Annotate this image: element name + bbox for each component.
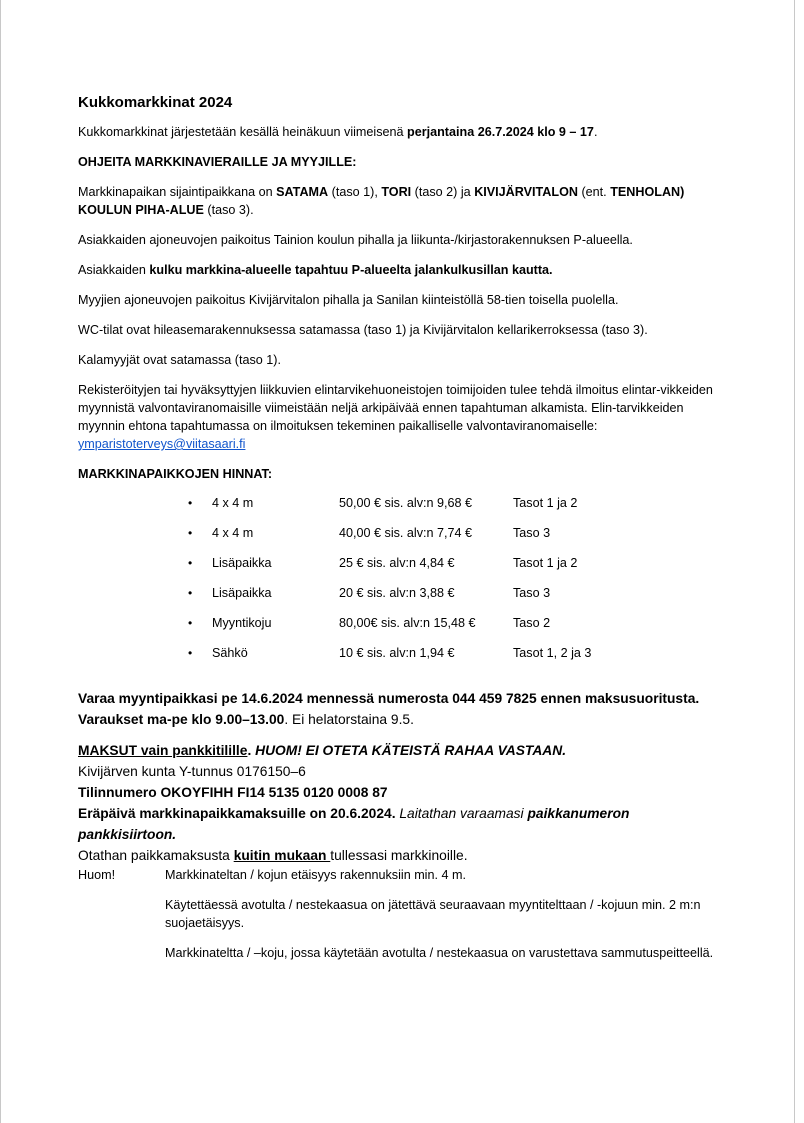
intro-date: perjantaina 26.7.2024 klo 9 – 17 [407, 125, 594, 139]
access-paragraph [78, 261, 728, 279]
price-row [78, 585, 728, 615]
price-item: Sähkö [212, 646, 248, 660]
payments-no-cash: HUOM! EI OTETA KÄTEISTÄ RAHAA VASTAAN [255, 743, 563, 758]
wc-paragraph: WC-tilat ovat hileasemarakennuksessa satamassa (taso 1) ja Kivijärvitalon kellarikerroksessa (taso 3). [78, 323, 648, 337]
price-item: 4 x 4 m [212, 526, 254, 540]
location-kivijarvitalo: KIVIJÄRVITALON [474, 185, 578, 199]
access-text: Asiakkaiden [78, 263, 150, 277]
customer-parking-paragraph: Asiakkaiden ajoneuvojen paikoitus Tainion koulun pihalla ja liikunta-/kirjastorakennuksen P-alueella. [78, 233, 633, 247]
booking-hours-line [78, 709, 728, 730]
bullet: • [188, 526, 193, 540]
price-amount: 10 € sis. alv:n 1,94 € [339, 646, 455, 660]
location-text-c: (taso 1), [328, 185, 382, 199]
due-instruction: Laitathan varaamasi [399, 806, 528, 821]
intro-end: . [593, 125, 598, 139]
due-sep: . [391, 806, 400, 821]
price-amount: 20 € sis. alv:n 3,88 € [339, 586, 455, 600]
price-level: Tasot 1 ja 2 [513, 556, 578, 570]
bullet: • [188, 496, 193, 510]
business-id-line: Kivijärven kunta Y-tunnus 0176150–6 [78, 764, 306, 779]
price-level: Taso 3 [513, 586, 551, 600]
price-item: Lisäpaikka [212, 586, 272, 600]
price-level: Taso 2 [513, 616, 551, 630]
price-level: Tasot 1 ja 2 [513, 496, 578, 510]
price-row [78, 495, 728, 525]
booking-line: Varaa myyntipaikkasi pe 14.6.2024 mennessä numerosta 044 459 7825 ennen maksusuoritusta. [78, 691, 700, 706]
prices-heading: MARKKINAPAIKKOJEN HINNAT: [78, 467, 273, 481]
price-level: Tasot 1, 2 ja 3 [513, 646, 592, 660]
bullet: • [188, 616, 193, 630]
price-row [78, 555, 728, 585]
instructions-heading: OHJEITA MARKKINAVIERAILLE JA MYYJILLE: [78, 155, 357, 169]
location-text-e: (taso 2) ja [411, 185, 475, 199]
account-line: Tilinnumero OKOYFIHH FI14 5135 0120 0008 87 [78, 785, 388, 800]
access-route: kulku markkina-alueelle tapahtuu P-alueelta jalankulkusillan kautta. [149, 263, 553, 277]
location-school-yard: TENHOLAN) KOULUN PIHA-ALUE [78, 185, 685, 217]
due-date-line [78, 803, 728, 845]
note-item: Markkinateltta / –koju, jossa käytetään avotulta / nestekaasua on varustettava sammutuspeitteellä. [165, 946, 714, 960]
price-amount: 80,00€ sis. alv:n 15,48 € [339, 616, 476, 630]
price-item: 4 x 4 m [212, 496, 254, 510]
location-text-i: (taso 3). [203, 203, 254, 217]
booking-hours: Varaukset ma-pe klo 9.00–13.00 [78, 712, 285, 727]
payments-line [78, 740, 728, 761]
due-date: Eräpäivä markkinapaikkamaksuille on 20.6.2024 [78, 806, 392, 821]
receipt-emphasis: kuitin mukaan [233, 848, 331, 863]
food-notice-paragraph [78, 381, 728, 453]
location-text-g: (ent. [577, 185, 611, 199]
seller-parking-paragraph: Myyjien ajoneuvojen paikoitus Kivijärvitalon pihalla ja Sanilan kiinteistöllä 58-tien toisella puolella. [78, 293, 619, 307]
note-label: Huom! [78, 868, 116, 882]
payments-bank-only: MAKSUT vain pankkitilille [78, 743, 248, 758]
notes-block [78, 866, 728, 962]
payments-sep: . [247, 743, 256, 758]
fish-sellers-paragraph: Kalamyyjät ovat satamassa (taso 1). [78, 353, 281, 367]
price-item: Myyntikoju [212, 616, 272, 630]
intro-paragraph [78, 123, 728, 141]
price-amount: 40,00 € sis. alv:n 7,74 € [339, 526, 473, 540]
document-title: Kukkomarkkinat 2024 [78, 94, 233, 111]
bullet: • [188, 586, 193, 600]
receipt-line [78, 845, 728, 866]
page-left-border [0, 0, 1, 1123]
price-list [78, 495, 728, 675]
due-place-number: paikkanumeron pankkisiirtoon. [78, 806, 630, 842]
price-row [78, 645, 728, 675]
bullet: • [188, 646, 193, 660]
intro-text: Kukkomarkkinat järjestetään kesällä heinäkuun viimeisenä [78, 125, 408, 139]
note-item: Käytettäessä avotulta / nestekaasua on jätettävä seuraavaan myyntitelttaan / -kojuun min. 2 m:n suojaetäisyys. [165, 898, 701, 930]
payments-end: . [562, 743, 567, 758]
email-link[interactable]: ymparistoterveys@viitasaari.fi [78, 437, 246, 451]
location-satama: SATAMA [276, 185, 329, 199]
price-row [78, 525, 728, 555]
location-paragraph [78, 183, 728, 219]
location-tori: TORI [381, 185, 412, 199]
receipt-end: tullessasi markkinoille. [330, 848, 468, 863]
price-amount: 50,00 € sis. alv:n 9,68 € [339, 496, 473, 510]
note-item: Markkinateltan / kojun etäisyys rakennuksiin min. 4 m. [165, 868, 466, 882]
price-amount: 25 € sis. alv:n 4,84 € [339, 556, 455, 570]
spacer [78, 730, 728, 740]
price-row [78, 615, 728, 645]
document-page [78, 94, 728, 974]
location-text-a: Markkinapaikan sijaintipaikkana on [78, 185, 277, 199]
booking-hours-rest: . Ei helatorstaina 9.5. [284, 712, 414, 727]
bullet: • [188, 556, 193, 570]
price-item: Lisäpaikka [212, 556, 272, 570]
food-notice-text: Rekisteröityjen tai hyväksyttyjen liikkuvien elintarvikehuoneistojen toimijoiden tulee tehdä ilmoitus elintar-vikkeiden myynnistä valvontaviranomaisille viimeistään neljä arkipäivää ennen tapahtuman alkamista. Elin-tarvikkeiden myynnin ehtona tapahtumassa on ilmoituksen tekeminen paikalliselle valvontaviranomaiselle: [78, 383, 713, 433]
receipt-text: Otathan paikkamaksusta [78, 848, 234, 863]
notes-body [165, 866, 725, 962]
price-level: Taso 3 [513, 526, 551, 540]
page-right-border [794, 0, 795, 1123]
